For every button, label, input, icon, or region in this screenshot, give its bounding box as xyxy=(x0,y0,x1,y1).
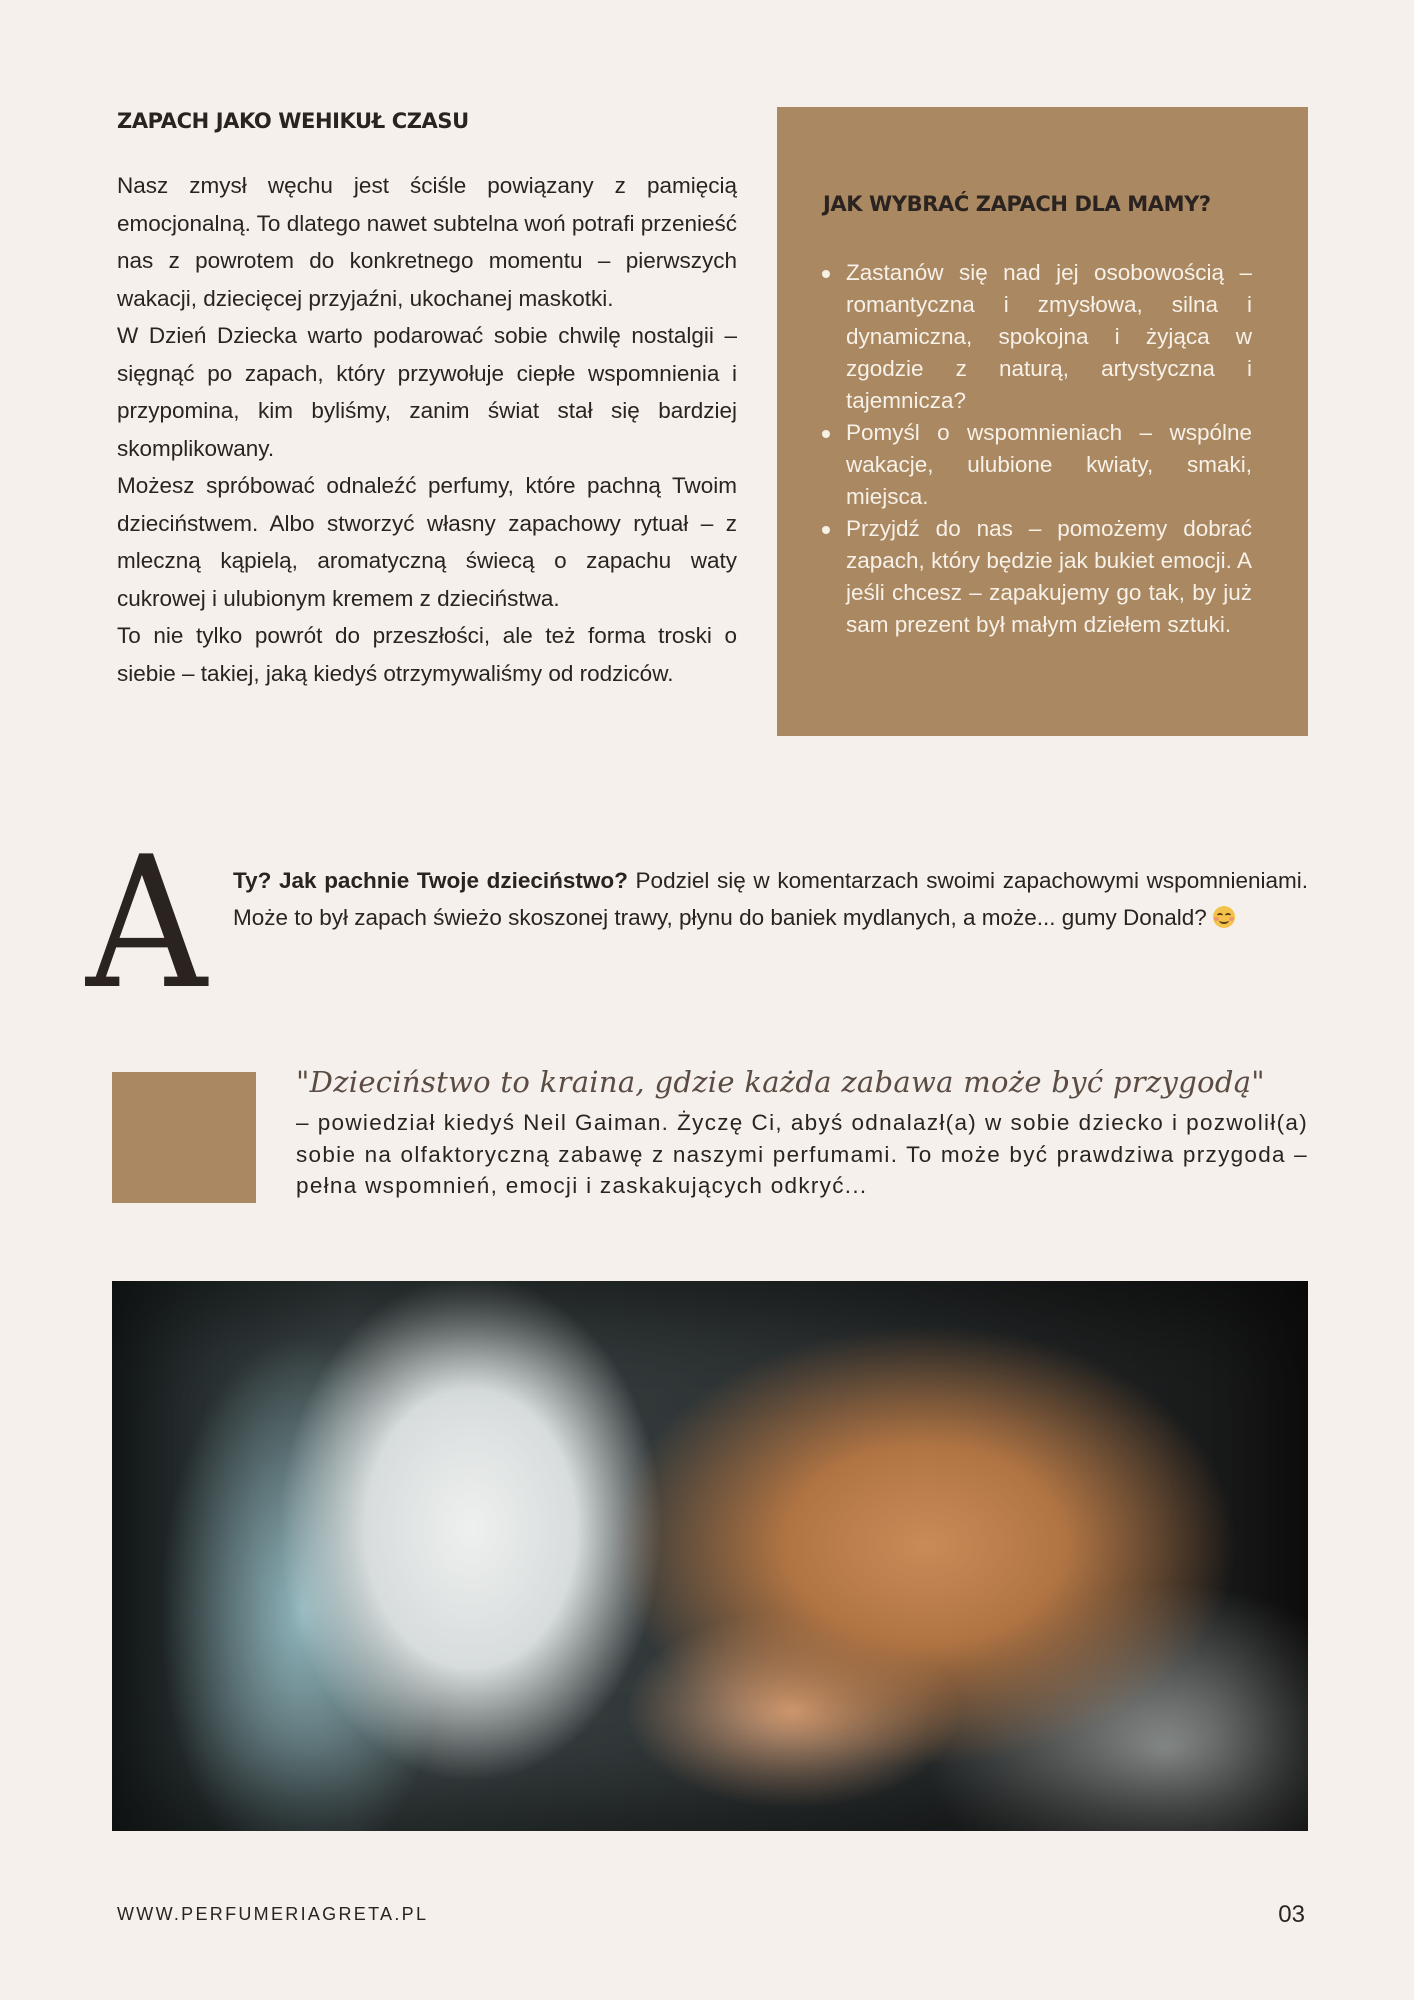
article-paragraph: W Dzień Dziecka warto podarować sobie chwilę nostalgii – sięgnąć po zapach, który przywołuje ciepłe wspomnienia i przypomina, kim byliśmy, zanim świat stał się bardziej skomplikowany. xyxy=(117,323,737,461)
tips-list xyxy=(846,257,1252,641)
dropcap-paragraph xyxy=(233,862,1308,936)
quote-body: – powiedział kiedyś Neil Gaiman. Życzę Ci, abyś odnalazł(a) w sobie dziecko i pozwolił(a) sobie na olfaktoryczną zabawę z naszymi perfumami. To może być prawdziwa przygoda – pełna wspomnień, emocji i zaskakujących odkryć... xyxy=(296,1110,1308,1198)
tips-item-text: Zastanów się nad jej osobowością – romantyczna i zmysłowa, silna i dynamiczna, spokojna i żyjąca w zgodzie z naturą, artystyczna i tajemnicza? xyxy=(846,260,1252,413)
tips-list-item xyxy=(846,257,1252,417)
bullet-icon xyxy=(822,526,830,534)
bullet-icon xyxy=(822,270,830,278)
article-paragraph: Nasz zmysł węchu jest ściśle powiązany z pamięcią emocjonalną. To dlatego nawet subtelna woń potrafi przenieść nas z powrotem do konkretnego momentu – pierwszych wakacji, dziecięcej przyjaźni, ukochanej maskotki. xyxy=(117,173,737,311)
dropcap-bold-lead: Ty? Jak pachnie Twoje dzieciństwo? xyxy=(233,868,628,893)
article-title: ZAPACH JAKO WEHIKUŁ CZASU xyxy=(117,109,469,133)
article-column xyxy=(117,104,737,692)
drop-cap-letter: A xyxy=(86,817,207,1029)
sleeping-baby-photo xyxy=(112,1281,1308,1831)
smiling-face-icon xyxy=(1213,906,1235,928)
footer-website[interactable]: WWW.PERFUMERIAGRETA.PL xyxy=(117,1904,429,1924)
tips-item-text: Pomyśl o wspomnieniach – wspólne wakacje, ulubione kwiaty, smaki, miejsca. xyxy=(846,420,1252,509)
article-paragraph: Możesz spróbować odnaleźć perfumy, które pachną Twoim dzieciństwem. Albo stworzyć własny zapachowy rytuał – z mleczną kąpielą, aromatyczną świecą o zapachu waty cukrowej i ulubionym kremem z dzieciństwa. xyxy=(117,473,737,611)
tips-box-title: JAK WYBRAĆ ZAPACH DLA MAMY? xyxy=(823,192,1211,216)
article-paragraph: To nie tylko powrót do przeszłości, ale też forma troski o siebie – takiej, jaką kiedyś otrzymywaliśmy od rodziców. xyxy=(117,623,737,686)
tips-item-text: Przyjdź do nas – pomożemy dobrać zapach, który będzie jak bukiet emocji. A jeśli chcesz – zapakujemy go tak, by już sam prezent był małym dziełem sztuki. xyxy=(846,516,1252,637)
article-body xyxy=(117,167,737,692)
bullet-icon xyxy=(822,430,830,438)
tips-box xyxy=(777,107,1308,736)
tips-list-item xyxy=(846,513,1252,641)
quote-accent-square xyxy=(112,1072,256,1203)
tips-list-item xyxy=(846,417,1252,513)
quote-text: "Dzieciństwo to kraina, gdzie każda zabawa może być przygodą" xyxy=(296,1065,1265,1099)
page-number: 03 xyxy=(1278,1901,1305,1928)
dropcap-text: Podziel się w komentarzach swoimi zapachowymi wspomnieniami. Może to był zapach świeżo skoszonej trawy, płynu do baniek mydlanych, a może... gumy Donald? xyxy=(233,868,1308,930)
